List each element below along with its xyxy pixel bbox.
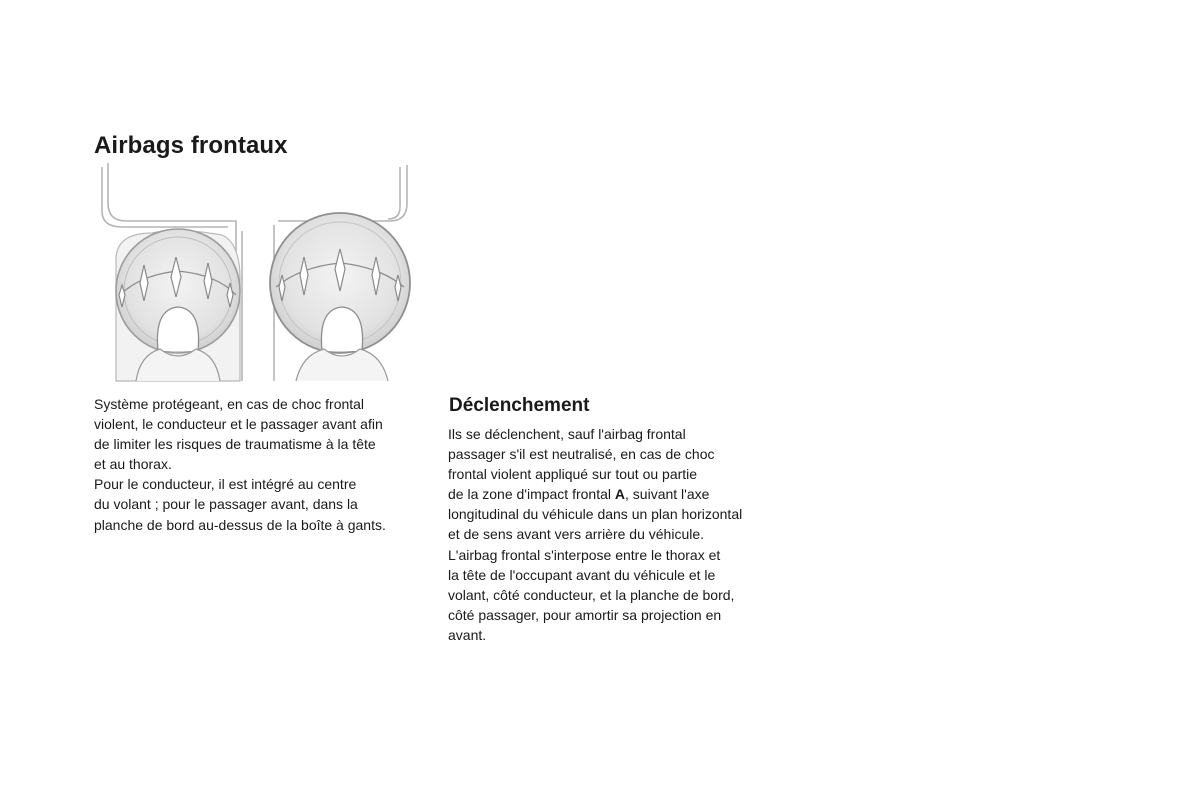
declenchement-line: passager s'il est neutralisé, en cas de choc: [448, 446, 715, 463]
driver-airbag: [116, 229, 240, 381]
zone-label-a: A: [614, 486, 626, 503]
declenchement-line: la tête de l'occupant avant du véhicule et le: [448, 566, 716, 583]
intro-line: Système protégeant, en cas de choc frontal: [94, 396, 365, 412]
declenchement-line: volant, côté conducteur, et la planche de bord,: [448, 586, 735, 603]
declenchement-line: Ils se déclenchent, sauf l'airbag frontal: [448, 426, 686, 442]
airbags-frontaux-illustration: [100, 163, 420, 383]
intro-line: et au thorax.: [94, 456, 172, 473]
intro-paragraph: [94, 394, 386, 535]
intro-line: du volant ; pour le passager avant, dans la: [94, 496, 358, 513]
declenchement-paragraph: [448, 424, 742, 645]
intro-line: de limiter les risques de traumatisme à la tête: [94, 436, 376, 453]
page-title: Airbags frontaux: [94, 132, 288, 159]
declenchement-line: côté passager, pour amortir sa projection en: [448, 606, 722, 623]
intro-line: violent, le conducteur et le passager avant afin: [94, 416, 383, 433]
passenger-airbag: [270, 213, 410, 381]
intro-line: Pour le conducteur, il est intégré au centre: [94, 476, 357, 493]
declenchement-line: et de sens avant vers arrière du véhicule.: [448, 526, 705, 543]
declenchement-line: L'airbag frontal s'interpose entre le thorax et: [448, 546, 721, 563]
declenchement-line: frontal violent appliqué sur tout ou partie: [448, 466, 698, 483]
section-heading-declenchement: Déclenchement: [449, 395, 590, 416]
intro-line: planche de bord au-dessus de la boîte à gants.: [94, 516, 386, 533]
declenchement-line: longitudinal du véhicule dans un plan horizontal: [448, 506, 743, 523]
zone-text-start: de la zone d'impact frontal: [448, 486, 615, 503]
declenchement-line: avant.: [448, 626, 487, 643]
declenchement-line-zone: [448, 484, 742, 504]
zone-text-end: , suivant l'axe: [625, 486, 710, 503]
